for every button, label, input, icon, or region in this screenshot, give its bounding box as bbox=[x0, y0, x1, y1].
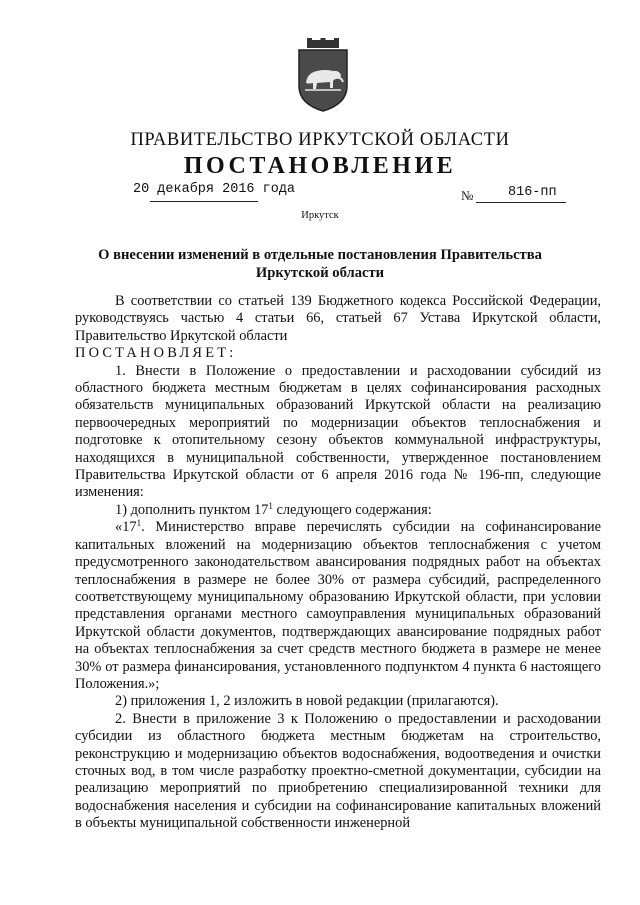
item-2-paragraph: 2. Внести в приложение 3 к Положению о предоставлении и расходовании субсидии из областного бюджета местным бюджетам на строительство, реконструкцию и модернизацию объектов водоснабжения, водоотведения и очистки сточных вод, в том числе разработку проектно-сметной документации, субсидии на реализацию мероприятий по приобретению специализированной техники для водоснабжения населения и субсидии на софинансирование капитальных вложений в объекты муниципальной собственности инженерной bbox=[75, 710, 601, 832]
resolves-heading: ПОСТАНОВЛЯЕТ: bbox=[75, 345, 237, 362]
quoted-point-text: . Министерство вправе перечислять субсидии на софинансирование капитальных вложений на модернизацию объектов теплоснабжения с учетом предусмотренного законодательством авансирования подрядных работ на объектах теплоснабжения в размере не более 30% от размера субсидий, распределенного соответствующему муниципальному образованию Иркутской области, при условии представления органами местного самоуправления муниципальных образований Иркутской области документов, подтверждающих авансирование подрядных работ на объектах теплоснабжения за счет средств местного бюджета в размере не менее 30% от размера финансирования, установленного подпунктом 4 пункта 6 настоящего Положения.»; bbox=[75, 519, 601, 692]
document-body bbox=[75, 293, 601, 833]
subitem-2-paragraph: 2) приложения 1, 2 изложить в новой редакции (прилагаются). bbox=[115, 693, 499, 710]
subitem-1-paragraph bbox=[75, 502, 601, 519]
title-line: Иркутской области bbox=[255, 265, 385, 281]
document-date: 20 декабря 2016 года bbox=[133, 182, 296, 197]
irkutsk-coat-of-arms-icon bbox=[295, 38, 351, 112]
document-title bbox=[90, 246, 550, 282]
document-number: 816-пп bbox=[508, 185, 557, 200]
quoted-point-paragraph bbox=[75, 519, 601, 693]
superscript: 1 bbox=[268, 500, 273, 511]
subitem-1-text: 1) дополнить пунктом 17 bbox=[115, 501, 269, 518]
city: Иркутск bbox=[301, 210, 339, 221]
subitem-1-text-end: следующего содержания: bbox=[272, 501, 432, 518]
item-1-paragraph: 1. Внести в Положение о предоставлении и расходовании субсидий из областного бюджета местным бюджетам в целях софинансирования расходных обязательств муниципальных образований Иркутской области на реализацию первоочередных мероприятий по модернизации объектов теплоснабжения и подготовке к отопительному сезону объектов коммунальной инфраструктуры, находящихся в муниципальной собственности, утвержденное постановлением Правительства Иркутской области от 6 апреля 2016 года № 196-пп, следующие изменения: bbox=[75, 362, 601, 501]
number-sign: № bbox=[461, 188, 474, 203]
number-underline bbox=[476, 202, 566, 203]
title-line: О внесении изменений в отдельные постановления Правительства bbox=[98, 247, 542, 263]
government-name: ПРАВИТЕЛЬСТВО ИРКУТСКОЙ ОБЛАСТИ bbox=[130, 130, 510, 150]
intro-paragraph: В соответствии со статьей 139 Бюджетного кодекса Российской Федерации, руководствуясь частью 4 статьи 66, статьей 67 Устава Иркутской области, Правительство Иркутской области bbox=[75, 293, 601, 344]
superscript: 1 bbox=[136, 518, 142, 529]
quoted-point-number: «17 bbox=[115, 519, 137, 536]
document-type: ПОСТАНОВЛЕНИЕ bbox=[183, 153, 457, 179]
date-underline bbox=[150, 201, 258, 202]
